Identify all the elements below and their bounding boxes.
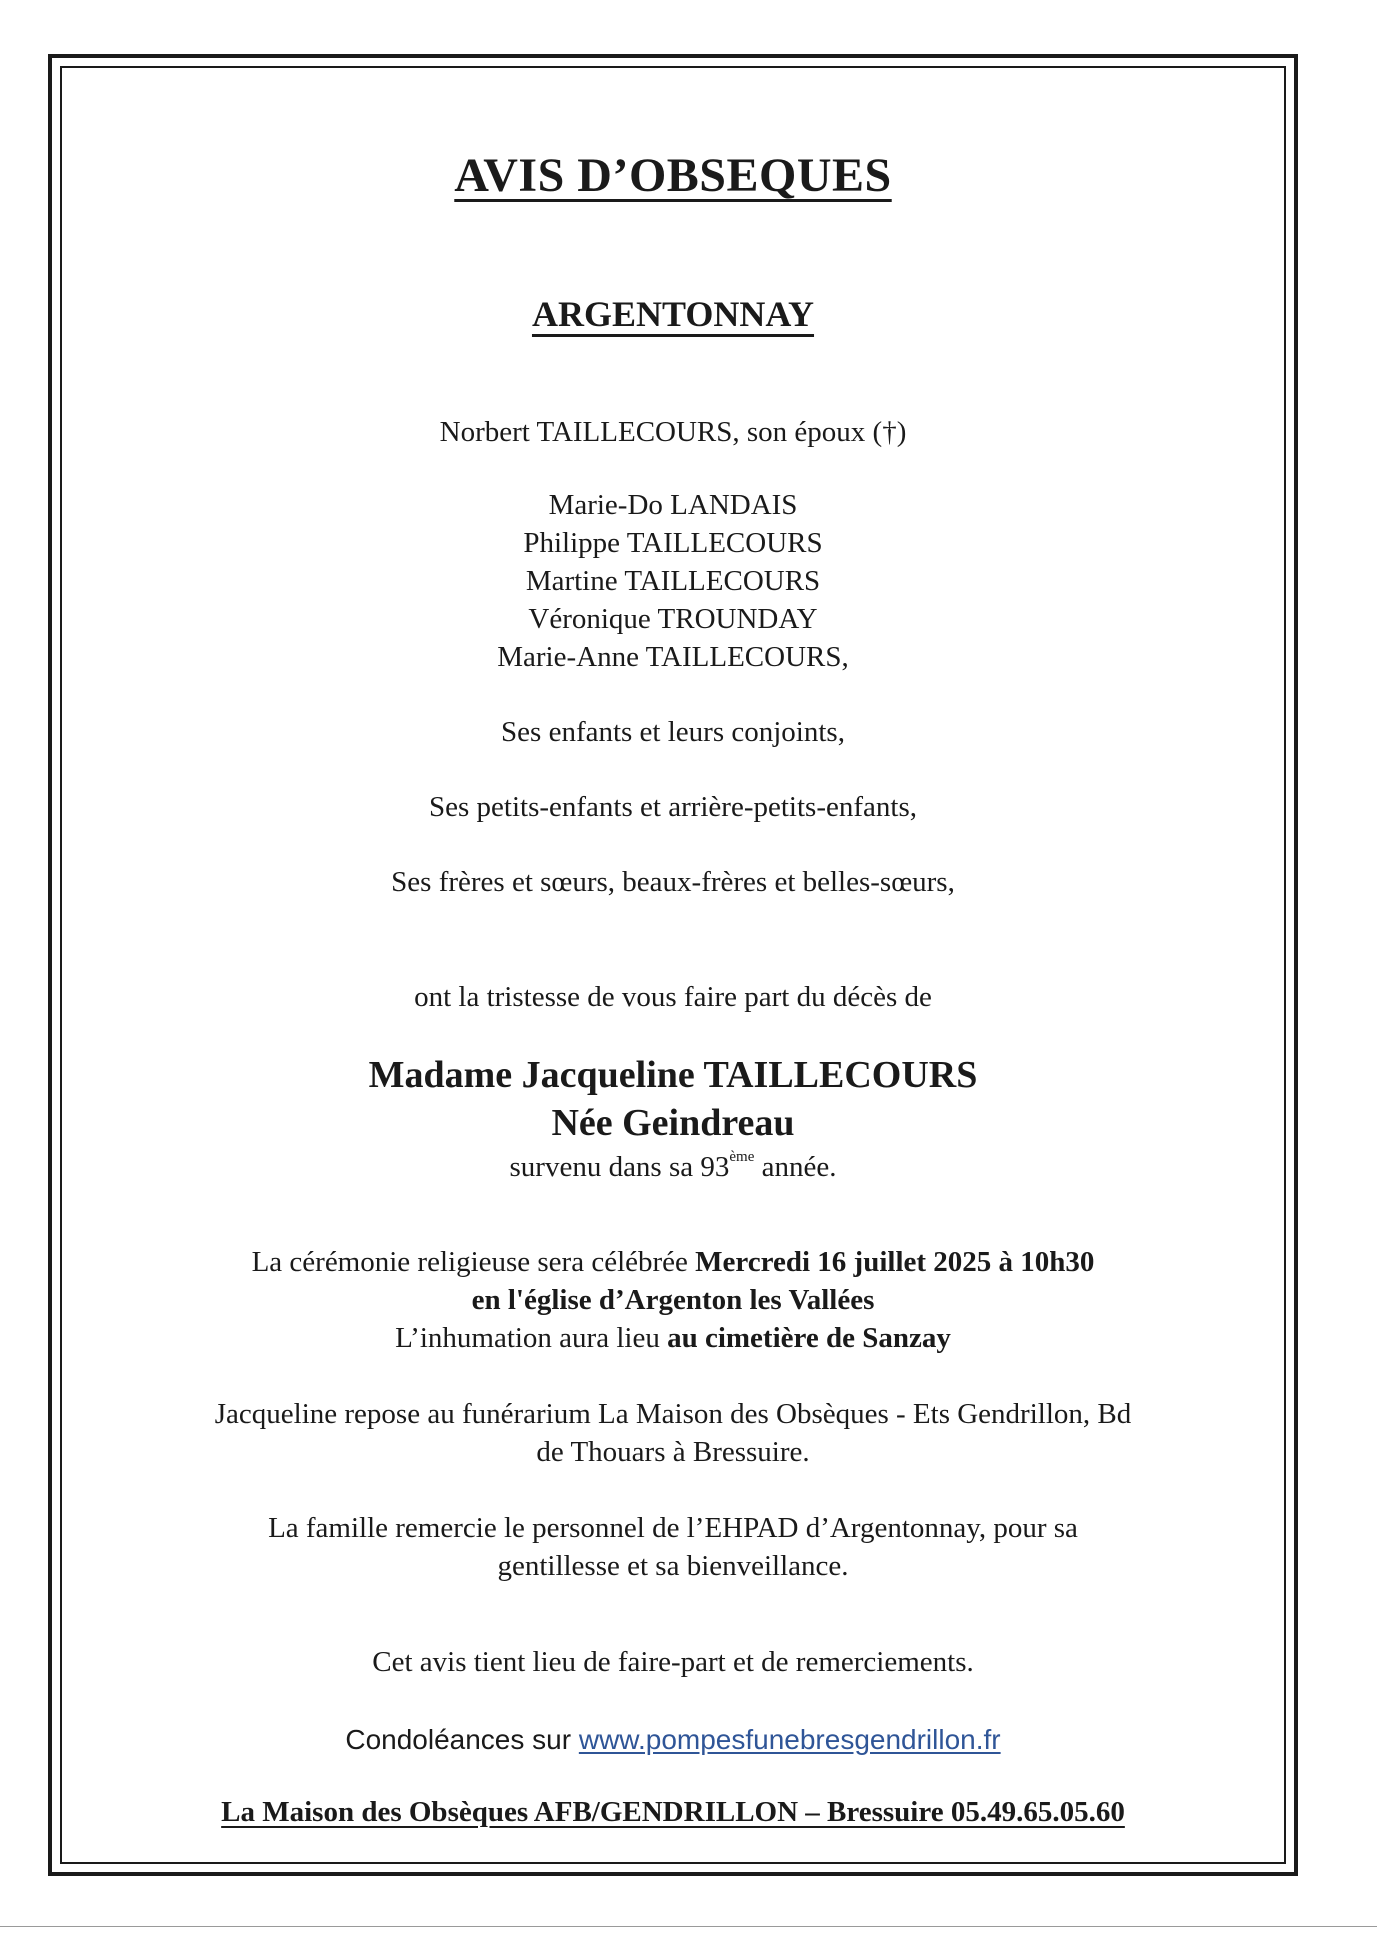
family-line: Ses frères et sœurs, beaux-frères et belles-sœurs, xyxy=(391,866,955,898)
repose-line: Jacqueline repose au funérarium La Maison des Obsèques - Ets Gendrillon, Bd xyxy=(214,1398,1132,1430)
family-line: Ses enfants et leurs conjoints, xyxy=(501,716,845,748)
burial-line xyxy=(60,1324,1286,1353)
announcement-line: ont la tristesse de vous faire part du décès de xyxy=(414,981,932,1013)
city-heading-row xyxy=(60,296,1286,332)
repose-line: de Thouars à Bressuire. xyxy=(536,1436,810,1468)
funeral-home-footer: La Maison des Obsèques AFB/GENDRILLON – Bressuire 05.49.65.05.60 xyxy=(221,1796,1125,1828)
child-name: Marie-Anne TAILLECOURS, xyxy=(497,641,849,673)
ceremony-text: La cérémonie religieuse sera célébrée xyxy=(251,1246,696,1278)
condolences-label: Condoléances sur xyxy=(345,1724,579,1755)
ceremony-date: Mercredi 16 juillet 2025 à 10h30 xyxy=(695,1246,1095,1278)
notice-title-row xyxy=(60,149,1286,202)
spouse-line: Norbert TAILLECOURS, son époux (†) xyxy=(439,416,907,448)
child-name: Martine TAILLECOURS xyxy=(525,565,821,597)
city-heading: ARGENTONNAY xyxy=(531,294,815,334)
ceremony-location-line xyxy=(60,1286,1286,1315)
deceased-name: Madame Jacqueline TAILLECOURS xyxy=(368,1054,978,1096)
thanks-line: La famille remercie le personnel de l’EHPAD d’Argentonnay, pour sa xyxy=(268,1512,1078,1544)
age-superscript: ème xyxy=(729,1149,755,1165)
burial-text: L’inhumation aura lieu xyxy=(395,1322,668,1354)
age-prefix: survenu dans sa 93 xyxy=(509,1151,730,1183)
ceremony-church: en l'église d’Argenton les Vallées xyxy=(471,1284,875,1316)
family-line: Ses petits-enfants et arrière-petits-enfants, xyxy=(429,791,917,823)
closing-line: Cet avis tient lieu de faire-part et de remerciements. xyxy=(372,1646,974,1678)
footer-line xyxy=(60,1798,1286,1827)
notice-title: AVIS D’OBSEQUES xyxy=(454,149,892,202)
age-line xyxy=(60,1149,1286,1183)
child-name: Philippe TAILLECOURS xyxy=(523,527,823,559)
condolences-link[interactable]: www.pompesfunebresgendrillon.fr xyxy=(578,1724,1001,1755)
child-name: Véronique TROUNDAY xyxy=(528,603,818,635)
age-suffix: année. xyxy=(754,1151,837,1183)
ceremony-line xyxy=(60,1248,1286,1277)
thanks-line: gentillesse et sa bienveillance. xyxy=(497,1550,849,1582)
child-name: Marie-Do LANDAIS xyxy=(548,489,798,521)
condolences-line xyxy=(60,1726,1286,1754)
page-bottom-rule xyxy=(0,1926,1377,1927)
burial-cemetery: au cimetière de Sanzay xyxy=(667,1322,951,1354)
inner-border xyxy=(60,66,1286,1864)
maiden-name: Née Geindreau xyxy=(551,1102,795,1144)
